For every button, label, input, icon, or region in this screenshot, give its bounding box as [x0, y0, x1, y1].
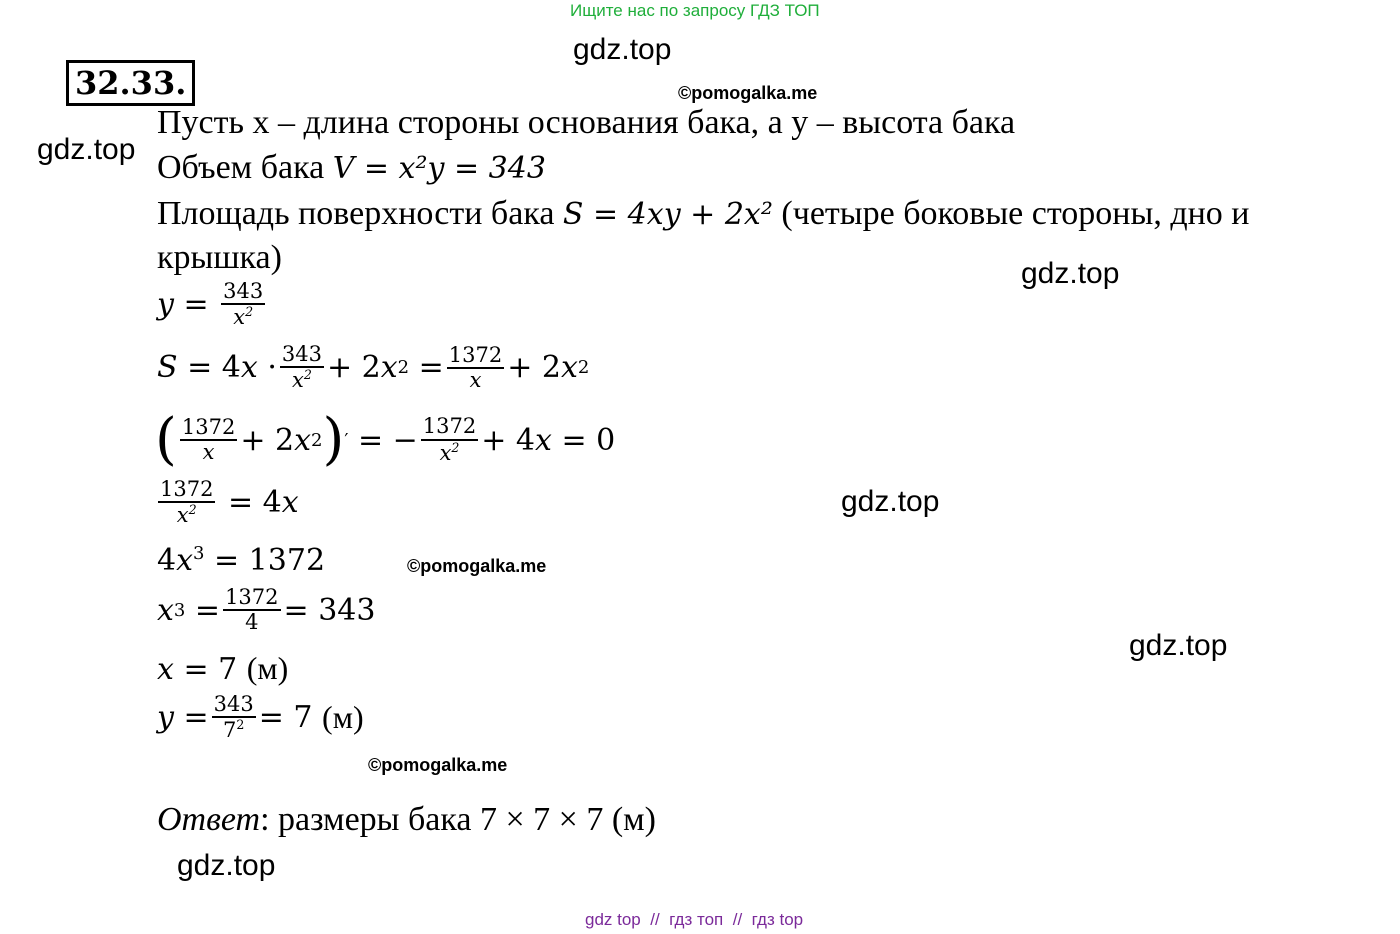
watermark-left: gdz.top [37, 133, 136, 166]
copyright-1: ©pomogalka.me [678, 83, 818, 103]
equation-y-value: y = $\frac{343}{7^2}$ = 7 (м) [157, 692, 364, 743]
footer-separator: // [732, 910, 743, 929]
equation-derivative: ( $\frac{1372}{x}$ + 2 x 2 ) ′ = − $\frac{1372}{x^2}$ + 4 x = 0 [155, 407, 616, 472]
watermark-right-1: gdz.top [1021, 257, 1120, 290]
surface-tail: (четыре боковые стороны, дно и [781, 195, 1250, 232]
footer-links [585, 910, 803, 930]
equation-x-value: x = 7 (м) [157, 650, 289, 687]
definitions-text: Пусть x – длина стороны основания бака, а y – высота бака [157, 104, 1016, 141]
surface-formula: S = 4xy + 2x² [562, 197, 773, 232]
footer-separator: // [650, 910, 660, 929]
problem-number: 32.33. [66, 60, 195, 106]
line-volume [157, 149, 546, 187]
answer-label: Ответ [157, 801, 261, 838]
surface-label: Площадь поверхности бака [157, 195, 555, 232]
footer-link-gdz-top[interactable]: gdz top [585, 910, 641, 929]
footer-link-gdz-top-mixed[interactable]: гдз top [751, 910, 804, 929]
volume-label: Объем бака [157, 149, 325, 186]
copyright-2: ©pomogalka.me [407, 556, 547, 576]
copyright-3: ©pomogalka.me [368, 755, 508, 775]
watermark-bottom: gdz.top [177, 849, 276, 882]
top-banner: Ищите нас по запросу ГДЗ ТОП [570, 1, 820, 20]
volume-formula: V = x²y = 343 [332, 151, 546, 186]
equation-ratio: $\frac{1372}{x^2}$ = 4 x [160, 477, 299, 528]
line-surface [157, 195, 1250, 233]
answer-line [157, 801, 656, 839]
watermark-top: gdz.top [573, 33, 672, 66]
equation-cube: $4x^3 = 1372$ [157, 543, 326, 578]
equation-y: y = $\frac{343}{x^2}$ [157, 279, 264, 330]
footer-link-gdz-top-ru[interactable]: гдз топ [669, 910, 724, 929]
line-definitions [157, 104, 1015, 142]
line-surface-cont: крышка) [157, 239, 282, 276]
equation-s: S = 4 x · $\frac{343}{x^2}$ + 2 x 2 = $\frac{1372}{x}$ + 2 x 2 [157, 342, 590, 393]
watermark-mid: gdz.top [841, 485, 940, 518]
equation-x-cubed: x 3 = $\frac{1372}{4}$ = 343 [157, 585, 376, 635]
watermark-right-2: gdz.top [1129, 629, 1228, 662]
answer-text: : размеры бака 7 × 7 × 7 (м) [260, 801, 656, 838]
